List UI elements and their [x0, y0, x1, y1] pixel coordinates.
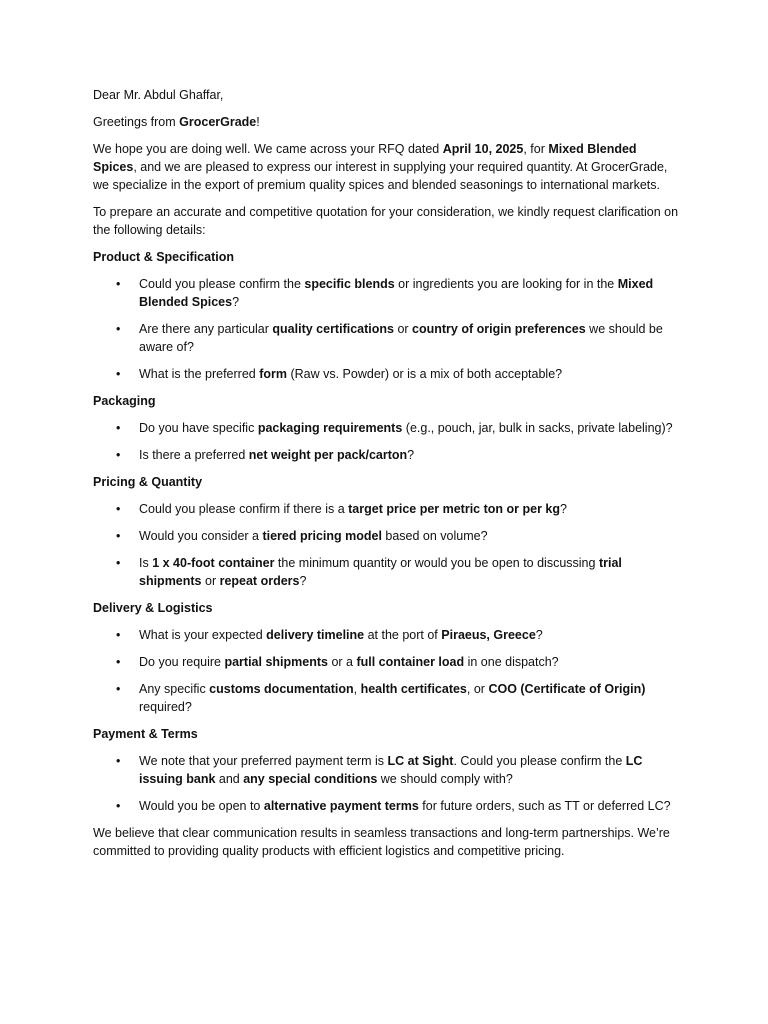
bold-text: country of origin preferences — [412, 322, 586, 336]
text-run: ? — [232, 295, 240, 309]
bold-text: delivery timeline — [266, 628, 365, 642]
text-run: or — [393, 322, 413, 336]
bullet-icon: • — [116, 367, 121, 381]
text-run: ! — [256, 115, 260, 129]
text-run: We note that your preferred payment term is — [139, 754, 388, 768]
bold-text: health certificates — [360, 682, 467, 696]
bullet-icon: • — [116, 628, 121, 642]
text-run: and — [215, 772, 244, 786]
list-item — [93, 446, 683, 464]
text-run: Do you have specific — [139, 421, 258, 435]
bullet-icon: • — [116, 502, 121, 516]
bold-text: form — [259, 367, 287, 381]
bold-text: April 10, 2025 — [442, 142, 524, 156]
bullet-list — [93, 752, 683, 815]
bold-text: target price per metric ton or per kg — [348, 502, 560, 516]
bullet-icon: • — [116, 448, 121, 462]
text-run: at the port of — [364, 628, 442, 642]
bold-text: trial shipments — [139, 556, 622, 588]
bold-text: LC issuing bank — [139, 754, 643, 786]
text-run: , and we are pleased to express our interest in supplying your required quantity. At GrocerGrade, we specialize in the export of premium quality spices and blended seasonings to international markets. — [93, 160, 668, 192]
list-item — [93, 500, 683, 518]
bullet-list — [93, 626, 683, 716]
bold-text: GrocerGrade — [179, 115, 257, 129]
list-item — [93, 653, 683, 671]
bold-text: net weight per pack/carton — [248, 448, 408, 462]
text-run: . Could you please confirm the — [453, 754, 626, 768]
text-run: ? — [535, 628, 543, 642]
text-run: Could you please confirm the — [139, 277, 305, 291]
bullet-list — [93, 500, 683, 590]
section-heading: Payment & Terms — [93, 727, 198, 741]
text-run: required? — [139, 700, 192, 714]
section-heading: Packaging — [93, 394, 156, 408]
list-item — [93, 275, 683, 311]
text-run: ? — [299, 574, 307, 588]
list-item — [93, 419, 683, 437]
list-item — [93, 320, 683, 356]
text-run: ? — [560, 502, 567, 516]
text-run: we should comply with? — [377, 772, 513, 786]
list-item — [93, 797, 683, 815]
text-run: Greetings from — [93, 115, 180, 129]
text-run: We hope you are doing well. We came across your RFQ dated — [93, 142, 443, 156]
bold-text: LC at Sight — [387, 754, 454, 768]
text-run: Do you require — [139, 655, 225, 669]
bold-text: repeat orders — [219, 574, 300, 588]
text-run: Would you consider a — [139, 529, 263, 543]
text-run: , for — [523, 142, 549, 156]
bold-text: customs documentation — [209, 682, 354, 696]
bullet-list — [93, 419, 683, 464]
text-run: Would you be open to — [139, 799, 264, 813]
text-run: Are there any particular — [139, 322, 273, 336]
text-run: we should be aware of? — [139, 322, 663, 354]
bullet-icon: • — [116, 799, 121, 813]
list-item — [93, 554, 683, 590]
intro-paragraph — [93, 140, 683, 194]
bold-text: any special conditions — [243, 772, 378, 786]
list-item — [93, 752, 683, 788]
sections-container — [93, 248, 683, 815]
bold-text: 1 x 40-foot container — [152, 556, 275, 570]
bullet-icon: • — [116, 529, 121, 543]
salutation: Dear Mr. Abdul Ghaffar, — [93, 88, 224, 102]
bold-text: Piraeus, Greece — [441, 628, 536, 642]
bold-text: specific blends — [304, 277, 395, 291]
text-run: or a — [327, 655, 357, 669]
bold-text: Mixed Blended Spices — [93, 142, 637, 174]
bullet-icon: • — [116, 421, 121, 435]
bold-text: COO (Certificate of Origin) — [488, 682, 646, 696]
bullet-icon: • — [116, 754, 121, 768]
section-heading: Product & Specification — [93, 250, 234, 264]
section-heading: Pricing & Quantity — [93, 475, 203, 489]
text-run: , or — [466, 682, 489, 696]
text-run: (e.g., pouch, jar, bulk in sacks, private labeling)? — [402, 421, 673, 435]
request-paragraph: To prepare an accurate and competitive quotation for your consideration, we kindly request clarification on the following details: — [93, 205, 679, 237]
bold-text: packaging requirements — [257, 421, 403, 435]
bold-text: full container load — [356, 655, 465, 669]
text-run: for future orders, such as TT or deferred LC? — [418, 799, 671, 813]
text-run: the minimum quantity or would you be open to discussing — [274, 556, 599, 570]
text-run: Is there a preferred — [139, 448, 249, 462]
list-item — [93, 365, 683, 383]
text-run: Any specific — [139, 682, 210, 696]
bullet-icon: • — [116, 556, 121, 570]
bullet-list — [93, 275, 683, 383]
text-run: What is the preferred — [139, 367, 260, 381]
bullet-icon: • — [116, 322, 121, 336]
letter-document — [93, 86, 683, 869]
list-item — [93, 527, 683, 545]
bold-text: alternative payment terms — [263, 799, 419, 813]
bold-text: partial shipments — [224, 655, 328, 669]
text-run: , — [353, 682, 361, 696]
section-heading: Delivery & Logistics — [93, 601, 213, 615]
text-run: based on volume? — [381, 529, 488, 543]
bold-text: quality certifications — [272, 322, 394, 336]
text-run: (Raw vs. Powder) or is a mix of both acceptable? — [286, 367, 563, 381]
text-run: in one dispatch? — [464, 655, 559, 669]
bullet-icon: • — [116, 655, 121, 669]
bold-text: tiered pricing model — [262, 529, 382, 543]
text-run: What is your expected — [139, 628, 267, 642]
bullet-icon: • — [116, 277, 121, 291]
text-run: ? — [407, 448, 415, 462]
closing-paragraph: We believe that clear communication results in seamless transactions and long-term partnerships. We’re committed to providing quality products with efficient logistics and competitive pricing. — [93, 826, 670, 858]
bold-text: Mixed Blended Spices — [139, 277, 654, 309]
text-run: Is — [139, 556, 153, 570]
text-run: Could you please confirm if there is a — [139, 502, 349, 516]
greeting — [93, 113, 683, 131]
text-run: or — [201, 574, 220, 588]
list-item — [93, 680, 683, 716]
bullet-icon: • — [116, 682, 121, 696]
list-item — [93, 626, 683, 644]
text-run: or ingredients you are looking for in the — [394, 277, 618, 291]
